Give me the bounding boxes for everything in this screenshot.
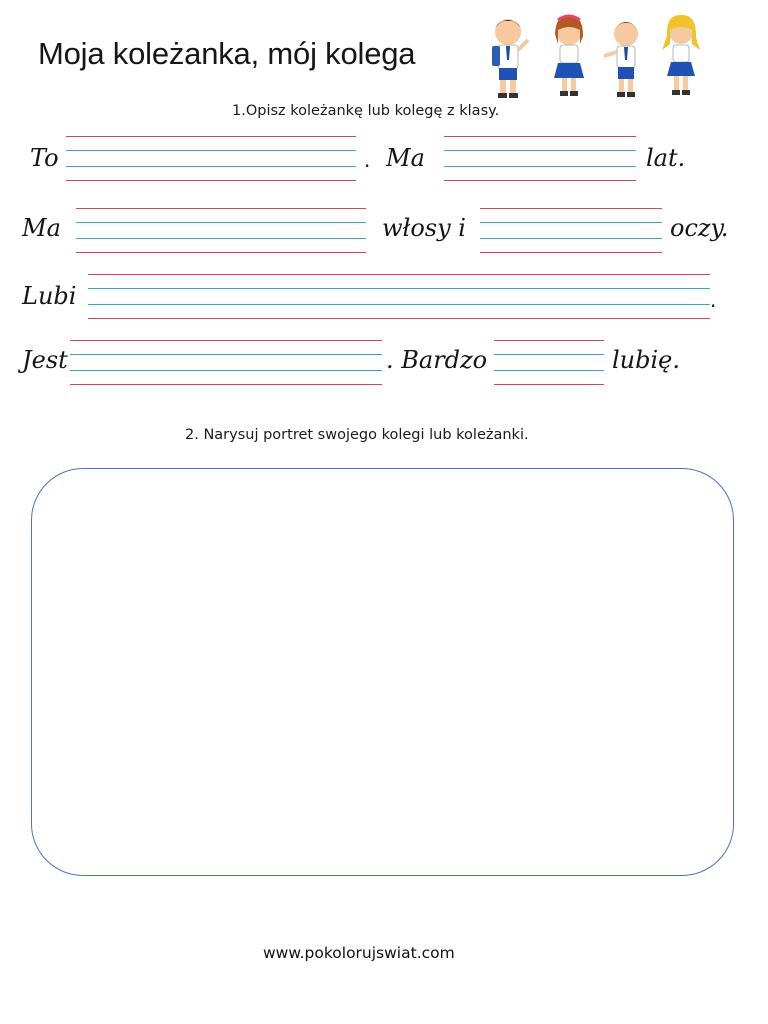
row4-word-bardzo: . Bardzo <box>386 346 488 374</box>
row1-period: . <box>364 148 371 172</box>
boy-figure-icon <box>492 19 528 98</box>
portrait-drawing-frame[interactable] <box>31 468 734 876</box>
footer-website: www.pokolorujswiat.com <box>263 944 455 962</box>
row2-word-wlosy-i: włosy i <box>382 214 466 242</box>
row2-word-ma: Ma <box>22 214 61 242</box>
row1-word-lat: lat. <box>646 144 686 172</box>
row1-writing-lines-2[interactable] <box>444 136 636 182</box>
row1-word-ma: Ma <box>386 144 425 172</box>
row4-word-lubie: lubię. <box>612 346 681 374</box>
school-children-illustration <box>476 10 706 102</box>
row4-writing-lines-2[interactable] <box>494 340 604 386</box>
girl-figure-icon <box>662 15 700 95</box>
row1-word-to: To <box>30 144 59 172</box>
worksheet-title: Moja koleżanka, mój kolega <box>38 36 416 71</box>
girl-figure-icon <box>554 16 584 96</box>
row4-word-jest: Jest <box>22 346 68 374</box>
row3-writing-lines[interactable] <box>88 274 710 320</box>
row3-word-lubi: Lubi <box>22 282 77 310</box>
task2-instruction: 2. Narysuj portret swojego kolegi lub koleżanki. <box>185 427 529 443</box>
row3-period: . <box>710 288 717 312</box>
boy-figure-icon <box>604 22 638 97</box>
row2-writing-lines-1[interactable] <box>76 208 366 254</box>
row2-writing-lines-2[interactable] <box>480 208 662 254</box>
row4-writing-lines-1[interactable] <box>70 340 382 386</box>
row1-writing-lines-1[interactable] <box>66 136 356 182</box>
task1-instruction: 1.Opisz koleżankę lub kolegę z klasy. <box>232 103 500 119</box>
row2-word-oczy: oczy. <box>670 214 729 242</box>
